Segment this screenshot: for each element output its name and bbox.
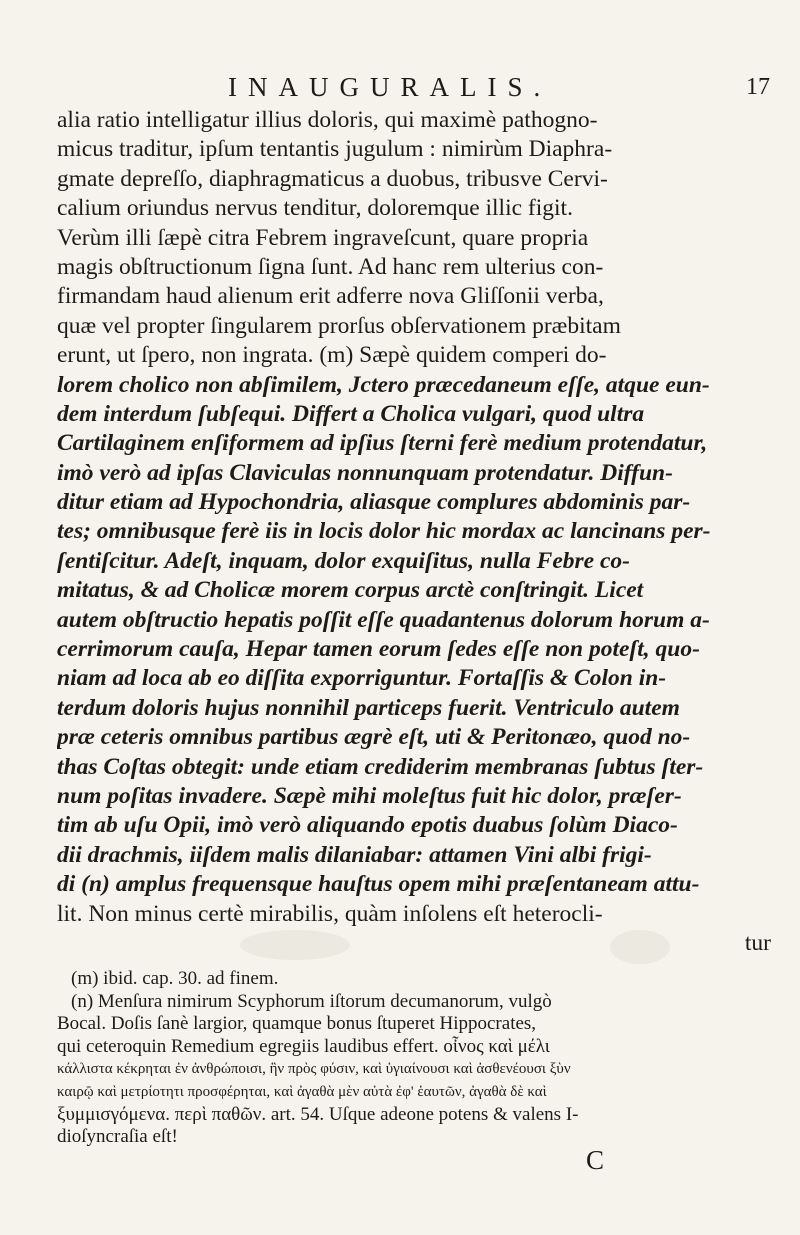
main-text-block (57, 106, 777, 958)
catchword: tur (744, 929, 771, 956)
text-line: magis obſtructionum ſigna ſunt. Ad hanc rem ulterius con- (57, 253, 604, 280)
footnote-n-line: (n) Menſura nimirum Scyphorum iſtorum decumanorum, vulgò (71, 990, 552, 1012)
text-line: imò verò ad ipſas Claviculas nonnunquam protendatur. Diffun- (57, 459, 673, 486)
text-line: cerrimorum cauſa, Hepar tamen eorum ſedes eſſe non poteſt, quo- (57, 636, 700, 663)
text-line: ditur etiam ad Hypochondria, aliasque complures abdominis par- (57, 489, 691, 516)
footnote-n-line: Bocal. Doſis ſanè largior, quamque bonus ſtuperet Hippocrates, (57, 1013, 537, 1035)
footnote-n-line: ξυμμισγόμενα. περὶ παθῶν. art. 54. Uſque adeone potens & valens I- (57, 1103, 579, 1125)
running-head (0, 72, 800, 106)
text-line: tim ab uſu Opii, imò verò aliquando epotis duabus ſolùm Diaco- (57, 812, 678, 839)
text-line: dii drachmis, iiſdem malis dilaniabar: attamen Vini albi frigi- (57, 841, 652, 868)
footnote-n-line: κάλλιστα κέκρηται ἐν ἀνθρώποισι, ἣν πρὸς φύσιν, καὶ ὑγιαίνουσι καὶ ἀσθενέουσι ξὺν (57, 1061, 571, 1078)
footnotes (57, 968, 777, 1149)
text-line: gmate depreſſo, diaphragmaticus a duobus, tribusve Cervi- (57, 165, 608, 192)
text-line: niam ad loca ab eo diſſita exporriguntur. Fortaſſis & Colon in- (57, 665, 667, 692)
text-line: Verùm illi ſæpè citra Febrem ingraveſcunt, quare propria (57, 224, 589, 251)
text-line: quæ vel propter ſingularem prorſus obſervationem præbitam (57, 312, 621, 339)
running-title: INAUGURALIS. (228, 72, 552, 102)
text-line: thas Coſtas obtegit: unde etiam crediderim membranas ſubtus ſter- (57, 753, 704, 780)
footnote-n-line: dioſyncraſia eſt! (57, 1126, 178, 1148)
text-line: erunt, ut ſpero, non ingrata. (m) Sæpè quidem comperi do- (57, 342, 607, 369)
page-number: 17 (746, 74, 770, 100)
text-line: mitatus, & ad Cholicæ morem corpus arctè conſtringit. Licet (57, 577, 644, 604)
text-line: lorem cholico non abſimilem, Jctero præcedaneum eſſe, atque eun- (57, 371, 710, 398)
text-line: præ ceteris omnibus partibus ægrè eſt, uti & Peritonæo, quod no- (57, 724, 691, 751)
text-line: Cartilaginem enſiformem ad ipſius ſterni ferè medium protendatur, (57, 430, 708, 457)
text-line: ſentiſcitur. Adeſt, inquam, dolor exquiſitus, nulla Febre co- (57, 547, 630, 574)
footnote-n-line: καιρῷ καὶ μετρίοτητι προσφέρηται, καὶ ἀγαθὰ μὲν αὐτὰ ἐφ' ἑαυτῶν, ἀγαθὰ δὲ καὶ (57, 1083, 547, 1100)
text-line: firmandam haud alienum erit adferre nova Gliſſonii verba, (57, 283, 604, 310)
signature-mark: C (586, 1145, 605, 1175)
text-line: num poſitas invadere. Sæpè mihi moleſtus fuit hic dolor, præſer- (57, 782, 682, 809)
text-line: calium oriundus nervus tenditur, doloremque illic figit. (57, 195, 573, 222)
text-line: terdum doloris hujus nonnihil particeps fuerit. Ventriculo autem (57, 694, 680, 721)
text-line: lit. Non minus certè mirabilis, quàm inſolens eſt heterocli- (57, 900, 603, 927)
footnote-n-line: qui ceteroquin Remedium egregiis laudibus effert. οἶνος καὶ μέλι (57, 1035, 550, 1057)
text-line: dem interdum ſubſequi. Differt a Cholica vulgari, quod ultra (57, 400, 645, 427)
text-line: micus traditur, ipſum tentantis jugulum : nimirùm Diaphra- (57, 136, 613, 163)
footnote-m: (m) ibid. cap. 30. ad finem. (71, 968, 279, 989)
text-line: alia ratio intelligatur illius doloris, qui maximè pathogno- (57, 107, 598, 133)
text-line: tes; omnibusque ferè iis in locis dolor hic mordax ac lancinans per- (57, 518, 711, 545)
text-line: autem obſtructio hepatis poſſit eſſe quadantenus dolorum horum a- (57, 606, 710, 633)
text-line: di (n) amplus frequensque hauſtus opem mihi præſentaneam attu- (57, 871, 700, 898)
